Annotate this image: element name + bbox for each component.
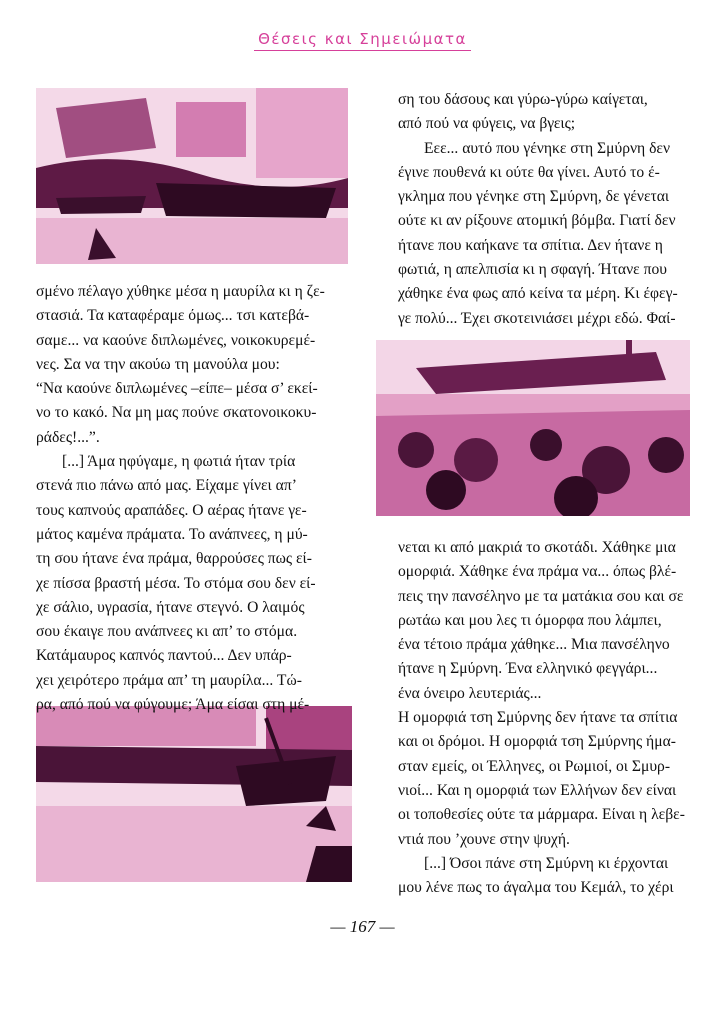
photo-ship-crowd: [376, 340, 690, 516]
right-column-upper: [398, 88, 692, 331]
section-header: Θέσεις και Σημειώματα: [0, 30, 725, 48]
paragraph: [...] Όσοι πάνε στη Σμύρνη κι έρχονται μου λένε πως το άγαλμα του Κεμάλ, το χέρι: [398, 854, 674, 897]
paragraph: ση του δάσους και γύρω-γύρω καίγεται, από πού να φύγεις, να βγεις;: [398, 91, 648, 133]
page-number: — 167 —: [330, 917, 395, 936]
photo-harbour-fire: [36, 88, 348, 264]
paragraph: νεται κι από μακριά το σκοτάδι. Χάθηκε μια ομορφιά. Χάθηκε ένα πράμα να... όπως βλέ- πεις την πανσέληνο με τα ματάκια σου και σε ρωτάω και μου λες τι όμορφα που λάμπει, ένα τέτοιο πράμα χάθηκε... Μια πανσέληνο ήτανε η Σμύρνη. Ένα ελληνικό φεγγάρι... ένα όνειρο λευτεριάς...: [398, 539, 684, 702]
paragraph: σμένο πέλαγο χύθηκε μέσα η μαυρίλα κι η ζε- στασιά. Τα καταφέραμε όμως... τσι κατεβά- σαμε... να καούνε διπλωμένες, νοικοκυρεμέ- νες. Σα να την ακούω τη μανούλα μου: “Να καούνε διπλωμένες –είπε– μέσα σ’ εκεί- νο το κακό. Να μη μας πούνε σκατονοικοκυ- ράδες!...”.: [36, 283, 325, 446]
paragraph: [...] Άμα ηφύγαμε, η φωτιά ήταν τρία στενά πιο πάνω από μας. Είχαμε γίνει απ’ τους καπνούς αραπάδες. Ο αέρας ήτανε γε- μάτος καμένα πράματα. Το ανάπνεες, η μύ- τη σου ήτανε ένα πράμα, θαρρούσες πως εί- χε πίσσα βραστή μέσα. Το στόμα σου δεν εί- χε σάλιο, υγρασία, ήτανε στεγνό. Ο λαιμός σου έκαιγε που ανάπνεες κι απ’ το στόμα. Κατάμαυρος καπνός παντού... Δεν υπάρ- χει χειρότερο πράμα απ’ τη μαυρίλα... Τώ- ρα, από πού να φύγουμε; Άμα είσαι στη μέ-: [36, 453, 316, 714]
left-column: [36, 280, 352, 717]
photo-sinking-boat: [36, 706, 352, 882]
paragraph: Η ομορφιά τση Σμύρνης δεν ήτανε τα σπίτια και οι δρόμοι. Η ομορφιά τση Σμύρνης ήμα- σταν εμείς, οι Έλληνες, οι Ρωμιοί, οι Σμυρ- νιοί... Και η ομορφιά των Ελλήνων δεν είναι οι τοποθεσίες ούτε τα μάρμαρα. Είναι η λεβε- ντιά που ’χουνε στην ψυχή.: [398, 709, 685, 848]
right-column-lower: [398, 536, 692, 900]
paragraph: Εεε... αυτό που γένηκε στη Σμύρνη δεν έγινε πουθενά κι ούτε θα γίνει. Αυτό το έ- γκλημα που γένηκε στη Σμύρνη, δε γένεται ούτε κι αν ρίξουνε ατομική βόμβα. Γιατί δεν ήτανε που καήκανε τα σπίτια. Δεν ήτανε η φωτιά, η απελπισία κι η σφαγή. Ήτανε που χάθηκε ένα φως από κείνα τα μέρη. Κι έφεγ- γε πολύ... Έχει σκοτεινιάσει μέχρι εδώ. Φαί-: [398, 139, 678, 327]
